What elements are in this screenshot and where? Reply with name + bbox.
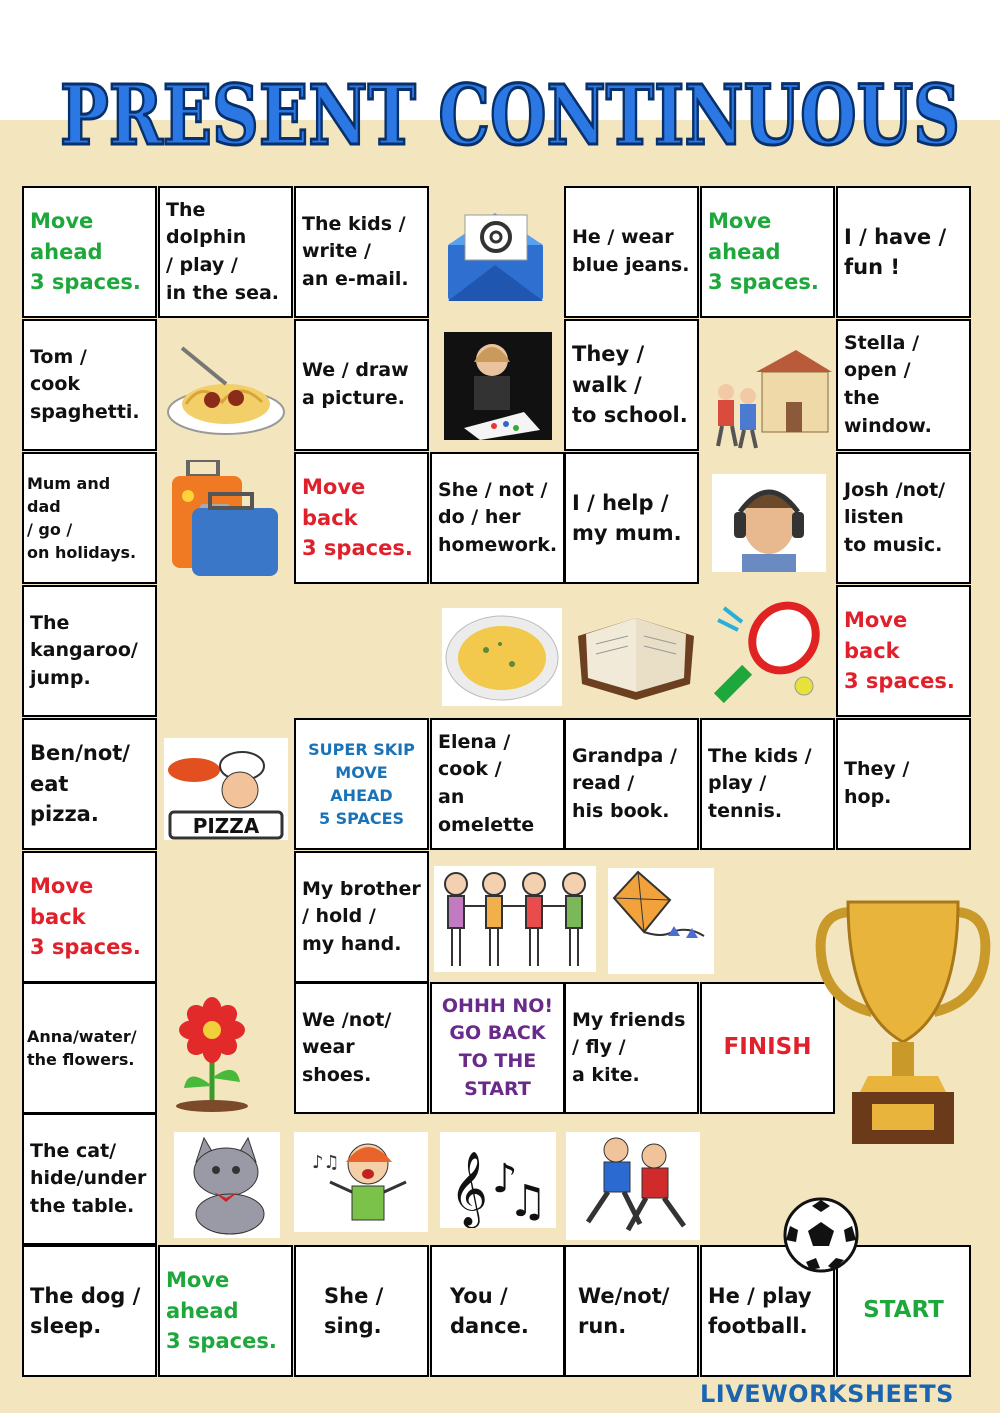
cell-text: SUPER SKIP MOVE AHEAD 5 SPACES <box>308 739 415 829</box>
cell-text: Move ahead 3 spaces. <box>708 209 819 295</box>
cell-she-not-do <box>430 452 565 584</box>
pizza-chef-icon <box>164 738 288 840</box>
cell-move-back <box>836 585 971 717</box>
cell-grandpa-read <box>564 718 699 850</box>
cell-stella-open <box>836 319 971 451</box>
cell-text: The kids / play / tennis. <box>708 744 812 822</box>
cell-text: Anna/water/ the flowers. <box>27 1026 137 1069</box>
cell-text: We/not/ run. <box>578 1283 670 1338</box>
cell-tom-cook <box>22 319 157 451</box>
cell-text: Move back 3 spaces. <box>30 874 141 960</box>
cell-cat-hide <box>22 1113 157 1245</box>
cell-text: She / sing. <box>324 1283 384 1338</box>
svg-text:♪: ♪ <box>492 1156 518 1202</box>
cell-text: Tom / cook spaghetti. <box>30 345 140 423</box>
open-book-icon <box>570 596 702 702</box>
cell-text: My friends / fly / a kite. <box>572 1008 686 1086</box>
svg-text:♪♫: ♪♫ <box>312 1152 340 1173</box>
cell-text: He / wear blue jeans. <box>572 226 690 276</box>
football-icon <box>782 1196 860 1274</box>
cell-anna-water <box>22 982 157 1114</box>
tennis-racket-icon <box>712 600 828 704</box>
spaghetti-plate-icon <box>162 340 290 440</box>
cell-text: They / hop. <box>844 758 910 808</box>
cell-i-have-fun <box>836 186 971 318</box>
cell-text: We / draw a picture. <box>302 359 409 409</box>
cell-text: The dog / sleep. <box>30 1283 141 1338</box>
cell-text: My brother / hold / my hand. <box>302 877 421 955</box>
cell-kids-play-tennis <box>700 718 835 850</box>
omelette-icon <box>442 608 562 706</box>
cell-text: You / dance. <box>450 1283 529 1338</box>
cell-they-hop <box>836 718 971 850</box>
runners-icon <box>566 1132 700 1240</box>
cell-text: OHHH NO! GO BACK TO THE START <box>441 994 554 1100</box>
cell-she-sing <box>294 1245 429 1377</box>
cell-super-skip <box>294 718 429 850</box>
liveworksheets-watermark: LIVEWORKSHEETS <box>700 1380 954 1408</box>
cell-text: The cat/ hide/under the table. <box>30 1139 147 1217</box>
trophy-icon <box>812 892 994 1152</box>
cell-text: Move back 3 spaces. <box>302 475 413 561</box>
kite-icon <box>608 868 714 974</box>
cell-text: Josh /not/ listen to music. <box>844 478 946 556</box>
suitcases-icon <box>166 460 284 582</box>
svg-text:PRESENT CONTINUOUS: PRESENT CONTINUOUS <box>60 68 960 164</box>
cell-text: Stella / open / the window. <box>844 331 932 437</box>
svg-text:𝄞: 𝄞 <box>450 1152 488 1226</box>
cell-text: Elena / cook / an omelette <box>438 730 535 836</box>
cell-dog-sleep <box>22 1245 157 1377</box>
cell-text: Move ahead 3 spaces. <box>166 1268 277 1354</box>
cell-i-help <box>564 452 699 584</box>
children-walking-to-school-icon <box>706 342 832 452</box>
cell-mum-dad-go <box>22 452 157 584</box>
cell-text: They / walk / to school. <box>572 342 688 428</box>
cell-josh-listen <box>836 452 971 584</box>
email-envelope-icon <box>440 205 555 305</box>
grey-cat-icon <box>174 1132 280 1238</box>
cell-brother-hold <box>294 851 429 983</box>
page-title <box>40 52 980 172</box>
cell-text: The kids / write / an e-mail. <box>302 212 409 290</box>
cell-ben-not-eat <box>22 718 157 850</box>
cell-text: Move back 3 spaces. <box>844 608 955 694</box>
cell-text: The kangaroo/ jump. <box>30 611 138 689</box>
cell-we-not-wear <box>294 982 429 1114</box>
cell-move-ahead <box>22 186 157 318</box>
cell-kids-write <box>294 186 429 318</box>
boy-with-headphones-icon <box>712 474 826 572</box>
girl-drawing-icon <box>444 332 552 440</box>
cell-text: START <box>863 1297 944 1324</box>
cell-text: She / not / do / her homework. <box>438 478 558 556</box>
cell-move-back <box>22 851 157 983</box>
cell-text: We /not/ wear shoes. <box>302 1008 392 1086</box>
cell-move-back <box>294 452 429 584</box>
cell-move-ahead <box>700 186 835 318</box>
cell-he-wear <box>564 186 699 318</box>
cell-text: FINISH <box>723 1034 812 1061</box>
music-notes-icon <box>440 1132 556 1228</box>
cell-we-not-run <box>564 1245 699 1377</box>
cell-text: I / have / fun ! <box>844 224 947 279</box>
cell-oh-no-go-back <box>430 982 565 1114</box>
svg-text:♫: ♫ <box>508 1176 548 1227</box>
cell-text: Move ahead 3 spaces. <box>30 209 141 295</box>
cell-elena-cook <box>430 718 565 850</box>
cell-text: Grandpa / read / his book. <box>572 744 677 822</box>
singing-girl-icon <box>294 1132 428 1232</box>
cell-text: Ben/not/ eat pizza. <box>30 741 130 827</box>
cell-move-ahead <box>158 1245 293 1377</box>
cell-you-dance <box>430 1245 565 1377</box>
cell-friends-fly <box>564 982 699 1114</box>
cell-dolphin-play <box>158 186 293 318</box>
red-flower-icon <box>170 996 256 1116</box>
svg-text:PIZZA: PIZZA <box>192 814 260 838</box>
cell-text: He / play football. <box>708 1283 812 1338</box>
cell-text: The dolphin / play / in the sea. <box>166 198 279 304</box>
children-holding-hands-icon <box>434 866 596 972</box>
cell-kangaroo-jump <box>22 585 157 717</box>
cell-we-draw <box>294 319 429 451</box>
cell-text: Mum and dad / go / on holidays. <box>27 473 137 563</box>
cell-text: I / help / my mum. <box>572 490 682 545</box>
cell-they-walk <box>564 319 699 451</box>
